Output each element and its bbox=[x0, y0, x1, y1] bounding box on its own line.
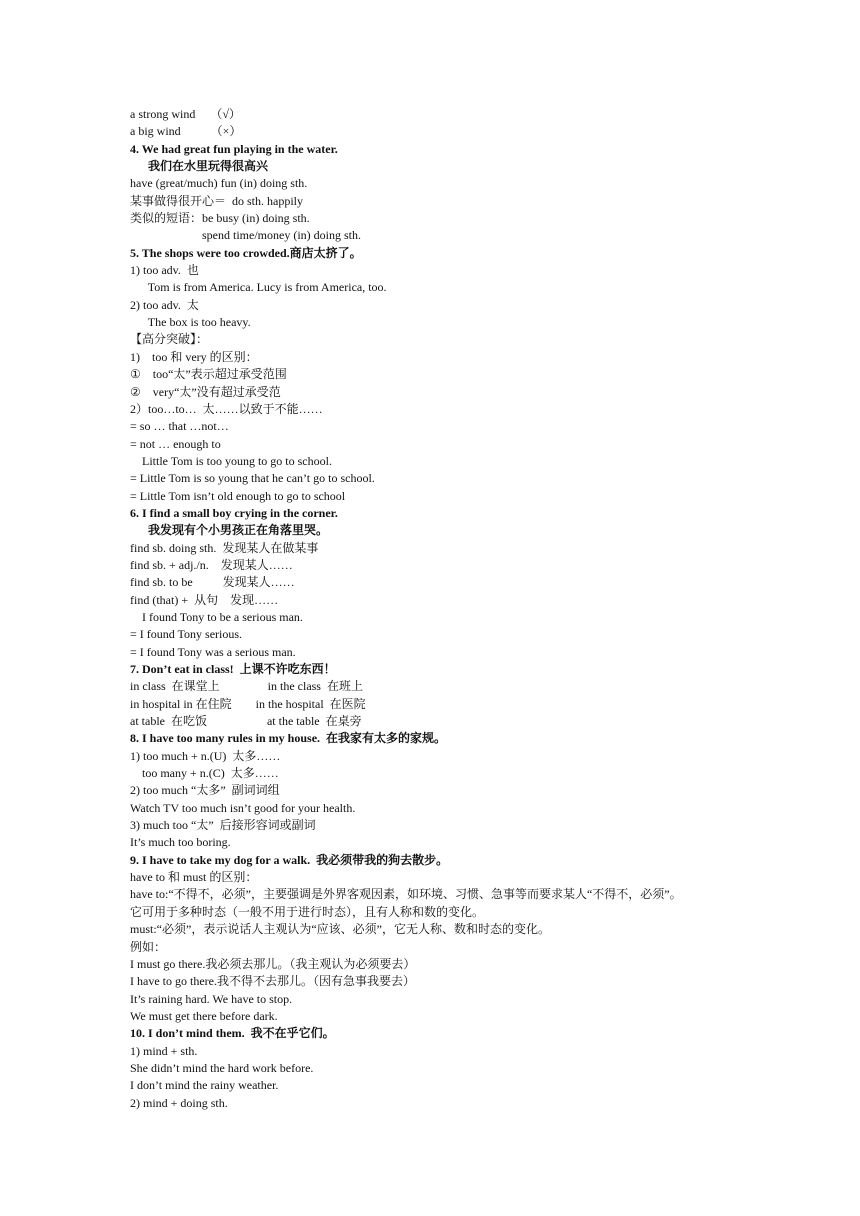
text-line: I found Tony to be a serious man. bbox=[130, 609, 303, 624]
text-line: 2) mind + doing sth. bbox=[130, 1095, 228, 1110]
text-line: It’s raining hard. We have to stop. bbox=[130, 991, 293, 1006]
text-line: 1) too much + n.(U) 太多…… bbox=[130, 748, 281, 763]
text-line: in class 在课堂上 in the class 在班上 bbox=[130, 679, 363, 694]
text-line: 【高分突破】： bbox=[130, 332, 209, 347]
text-line: I have to go there.我不得不去那儿。（因有急事我要去） bbox=[130, 974, 415, 989]
text-line: Watch TV too much isn’t good for your health. bbox=[130, 800, 356, 815]
text-line: = I found Tony was a serious man. bbox=[130, 644, 296, 659]
text-line: have to 和 must 的区别： bbox=[130, 870, 258, 885]
text-line: 某事做得很开心＝ do sth. happily bbox=[130, 193, 303, 208]
section-heading-line: 8. I have too many rules in my house. 在我家有太多的家规。 bbox=[130, 731, 447, 746]
text-line: too many + n.(C) 太多…… bbox=[130, 766, 279, 781]
text-line: 它可用于多种时态（一般不用于进行时态），且有人称和数的变化。 bbox=[130, 904, 485, 919]
text-line: find sb. + adj./n. 发现某人…… bbox=[130, 557, 293, 572]
text-line: in hospital in 在住院 in the hospital 在医院 bbox=[130, 696, 366, 711]
text-line: 2) too much “太多” 副词词组 bbox=[130, 783, 280, 798]
text-line: We must get there before dark. bbox=[130, 1008, 278, 1023]
text-line: ② very“太”没有超过承受范 bbox=[130, 384, 281, 399]
text-line: at table 在吃饭 at the table 在桌旁 bbox=[130, 714, 362, 729]
section-heading-line: 6. I find a small boy crying in the corner. bbox=[130, 505, 338, 520]
text-line: Little Tom is too young to go to school. bbox=[130, 453, 332, 468]
section-heading-line: 5. The shops were too crowded.商店太挤了。 bbox=[130, 245, 362, 260]
section-heading-line: 7. Don’t eat in class! 上课不许吃东西！ bbox=[130, 662, 336, 676]
text-line: The box is too heavy. bbox=[130, 315, 251, 330]
text-line: 1) too 和 very 的区别： bbox=[130, 349, 258, 364]
text-line: ① too“太”表示超过承受范围 bbox=[130, 367, 287, 382]
text-line: Tom is from America. Lucy is from America, too. bbox=[130, 280, 387, 295]
text-line: a strong wind （√） bbox=[130, 107, 241, 121]
text-line: must:“必须”，表示说话人主观认为“应该、必须”，它无人称、数和时态的变化。 bbox=[130, 922, 550, 937]
text-line: find sb. to be 发现某人…… bbox=[130, 575, 295, 590]
section-heading-line: 10. I don’t mind them. 我不在乎它们。 bbox=[130, 1026, 335, 1041]
document-body bbox=[130, 106, 830, 1112]
text-line: find sb. doing sth. 发现某人在做某事 bbox=[130, 540, 319, 555]
text-line: 类似的短语：be busy (in) doing sth. bbox=[130, 211, 310, 226]
text-line: = not … enough to bbox=[130, 436, 221, 451]
text-line: = so … that …not… bbox=[130, 419, 229, 434]
text-line: a big wind （×） bbox=[130, 124, 242, 139]
section-heading-line: 我们在水里玩得很高兴 bbox=[130, 159, 269, 174]
text-line: have to:“不得不，必须”，主要强调是外界客观因素，如环境、习惯、急事等而要求某人“不得不，必须”。 bbox=[130, 887, 682, 902]
text-line: 3) much too “太” 后接形容词或副词 bbox=[130, 818, 316, 833]
section-heading-line: 4. We had great fun playing in the water. bbox=[130, 141, 338, 156]
section-heading-line: 9. I have to take my dog for a walk. 我必须带我的狗去散步。 bbox=[130, 852, 449, 867]
section-heading-line: 我发现有个小男孩正在角落里哭。 bbox=[130, 523, 329, 538]
text-line: spend time/money (in) doing sth. bbox=[130, 228, 361, 243]
text-line: 1) too adv. 也 bbox=[130, 263, 199, 278]
text-line: It’s much too boring. bbox=[130, 835, 231, 850]
text-line: I don’t mind the rainy weather. bbox=[130, 1078, 279, 1093]
text-line: find (that) + 从句 发现…… bbox=[130, 592, 279, 607]
text-line: 例如： bbox=[130, 939, 167, 954]
text-line: = I found Tony serious. bbox=[130, 627, 243, 642]
text-line: She didn’t mind the hard work before. bbox=[130, 1060, 314, 1075]
text-line: = Little Tom is so young that he can’t go to school. bbox=[130, 471, 375, 486]
text-line: = Little Tom isn’t old enough to go to school bbox=[130, 488, 346, 503]
text-line: 1) mind + sth. bbox=[130, 1043, 198, 1058]
text-line: have (great/much) fun (in) doing sth. bbox=[130, 176, 308, 191]
text-line: 2) too adv. 太 bbox=[130, 297, 199, 312]
text-line: 2）too…to… 太……以致于不能…… bbox=[130, 401, 323, 416]
text-line: I must go there.我必须去那儿。（我主观认为必须要去） bbox=[130, 956, 416, 971]
